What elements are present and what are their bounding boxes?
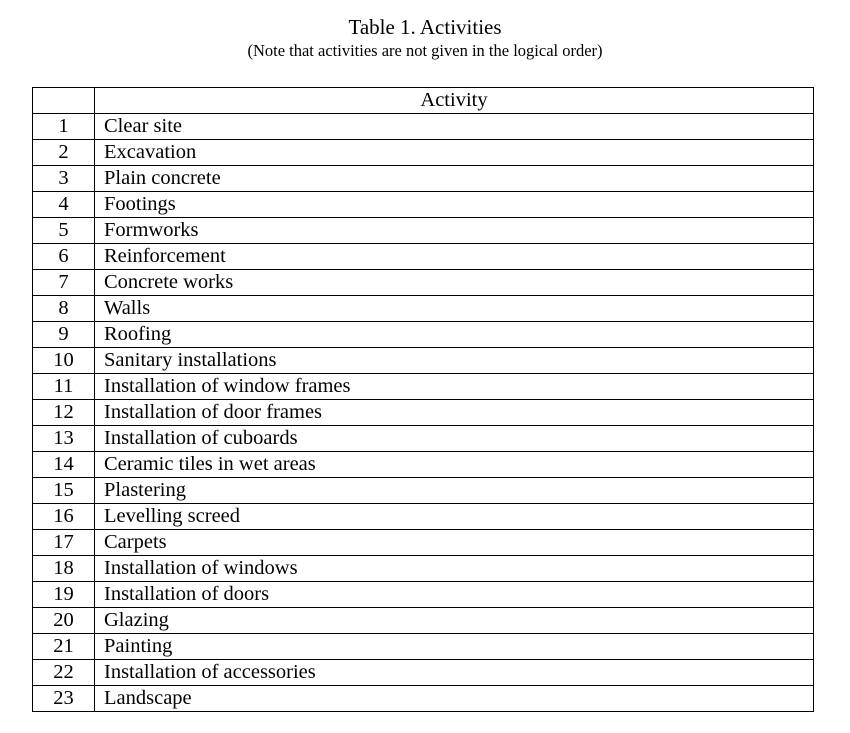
table-row xyxy=(33,426,814,452)
table-row xyxy=(33,530,814,556)
activity-name: Clear site xyxy=(95,114,814,140)
activity-name: Installation of door frames xyxy=(95,400,814,426)
table-row xyxy=(33,556,814,582)
table-row xyxy=(33,634,814,660)
activity-name: Carpets xyxy=(95,530,814,556)
activity-number: 19 xyxy=(33,582,95,608)
table-row xyxy=(33,114,814,140)
activity-name: Concrete works xyxy=(95,270,814,296)
table-row xyxy=(33,270,814,296)
activity-name: Landscape xyxy=(95,686,814,712)
table-row xyxy=(33,348,814,374)
activity-name: Walls xyxy=(95,296,814,322)
activity-name: Plain concrete xyxy=(95,166,814,192)
activity-number: 15 xyxy=(33,478,95,504)
activity-number: 10 xyxy=(33,348,95,374)
activity-number: 18 xyxy=(33,556,95,582)
header-number xyxy=(33,88,95,114)
activity-number: 7 xyxy=(33,270,95,296)
activity-name: Footings xyxy=(95,192,814,218)
activity-number: 23 xyxy=(33,686,95,712)
table-row xyxy=(33,478,814,504)
activity-name: Installation of window frames xyxy=(95,374,814,400)
activity-name: Installation of windows xyxy=(95,556,814,582)
activity-number: 14 xyxy=(33,452,95,478)
table-row xyxy=(33,140,814,166)
table-row xyxy=(33,608,814,634)
header-activity: Activity xyxy=(95,88,814,114)
activity-name: Glazing xyxy=(95,608,814,634)
table-row xyxy=(33,374,814,400)
table-row xyxy=(33,452,814,478)
activity-number: 3 xyxy=(33,166,95,192)
table-row xyxy=(33,218,814,244)
activity-number: 16 xyxy=(33,504,95,530)
activities-table xyxy=(32,87,814,712)
activity-name: Reinforcement xyxy=(95,244,814,270)
table-title: Table 1. Activities xyxy=(348,15,502,39)
activity-name: Sanitary installations xyxy=(95,348,814,374)
activity-name: Plastering xyxy=(95,478,814,504)
activity-number: 8 xyxy=(33,296,95,322)
activity-name: Ceramic tiles in wet areas xyxy=(95,452,814,478)
table-row xyxy=(33,582,814,608)
activity-number: 11 xyxy=(33,374,95,400)
table-row xyxy=(33,192,814,218)
table-row xyxy=(33,166,814,192)
activities-body xyxy=(33,114,814,712)
activity-name: Installation of cuboards xyxy=(95,426,814,452)
activity-name: Roofing xyxy=(95,322,814,348)
activity-number: 1 xyxy=(33,114,95,140)
activity-name: Levelling screed xyxy=(95,504,814,530)
table-note: (Note that activities are not given in the logical order) xyxy=(247,41,603,60)
activity-number: 20 xyxy=(33,608,95,634)
activity-name: Installation of accessories xyxy=(95,660,814,686)
activity-number: 4 xyxy=(33,192,95,218)
activity-number: 5 xyxy=(33,218,95,244)
activity-number: 12 xyxy=(33,400,95,426)
activity-name: Excavation xyxy=(95,140,814,166)
table-row xyxy=(33,504,814,530)
table-header-row xyxy=(33,88,814,114)
table-row xyxy=(33,244,814,270)
activity-name: Installation of doors xyxy=(95,582,814,608)
activity-number: 6 xyxy=(33,244,95,270)
table-row xyxy=(33,296,814,322)
table-row xyxy=(33,660,814,686)
activity-number: 2 xyxy=(33,140,95,166)
activity-number: 21 xyxy=(33,634,95,660)
activity-number: 22 xyxy=(33,660,95,686)
activity-number: 9 xyxy=(33,322,95,348)
table-row xyxy=(33,400,814,426)
activity-name: Formworks xyxy=(95,218,814,244)
activity-name: Painting xyxy=(95,634,814,660)
activity-number: 17 xyxy=(33,530,95,556)
activity-number: 13 xyxy=(33,426,95,452)
table-row xyxy=(33,686,814,712)
table-row xyxy=(33,322,814,348)
